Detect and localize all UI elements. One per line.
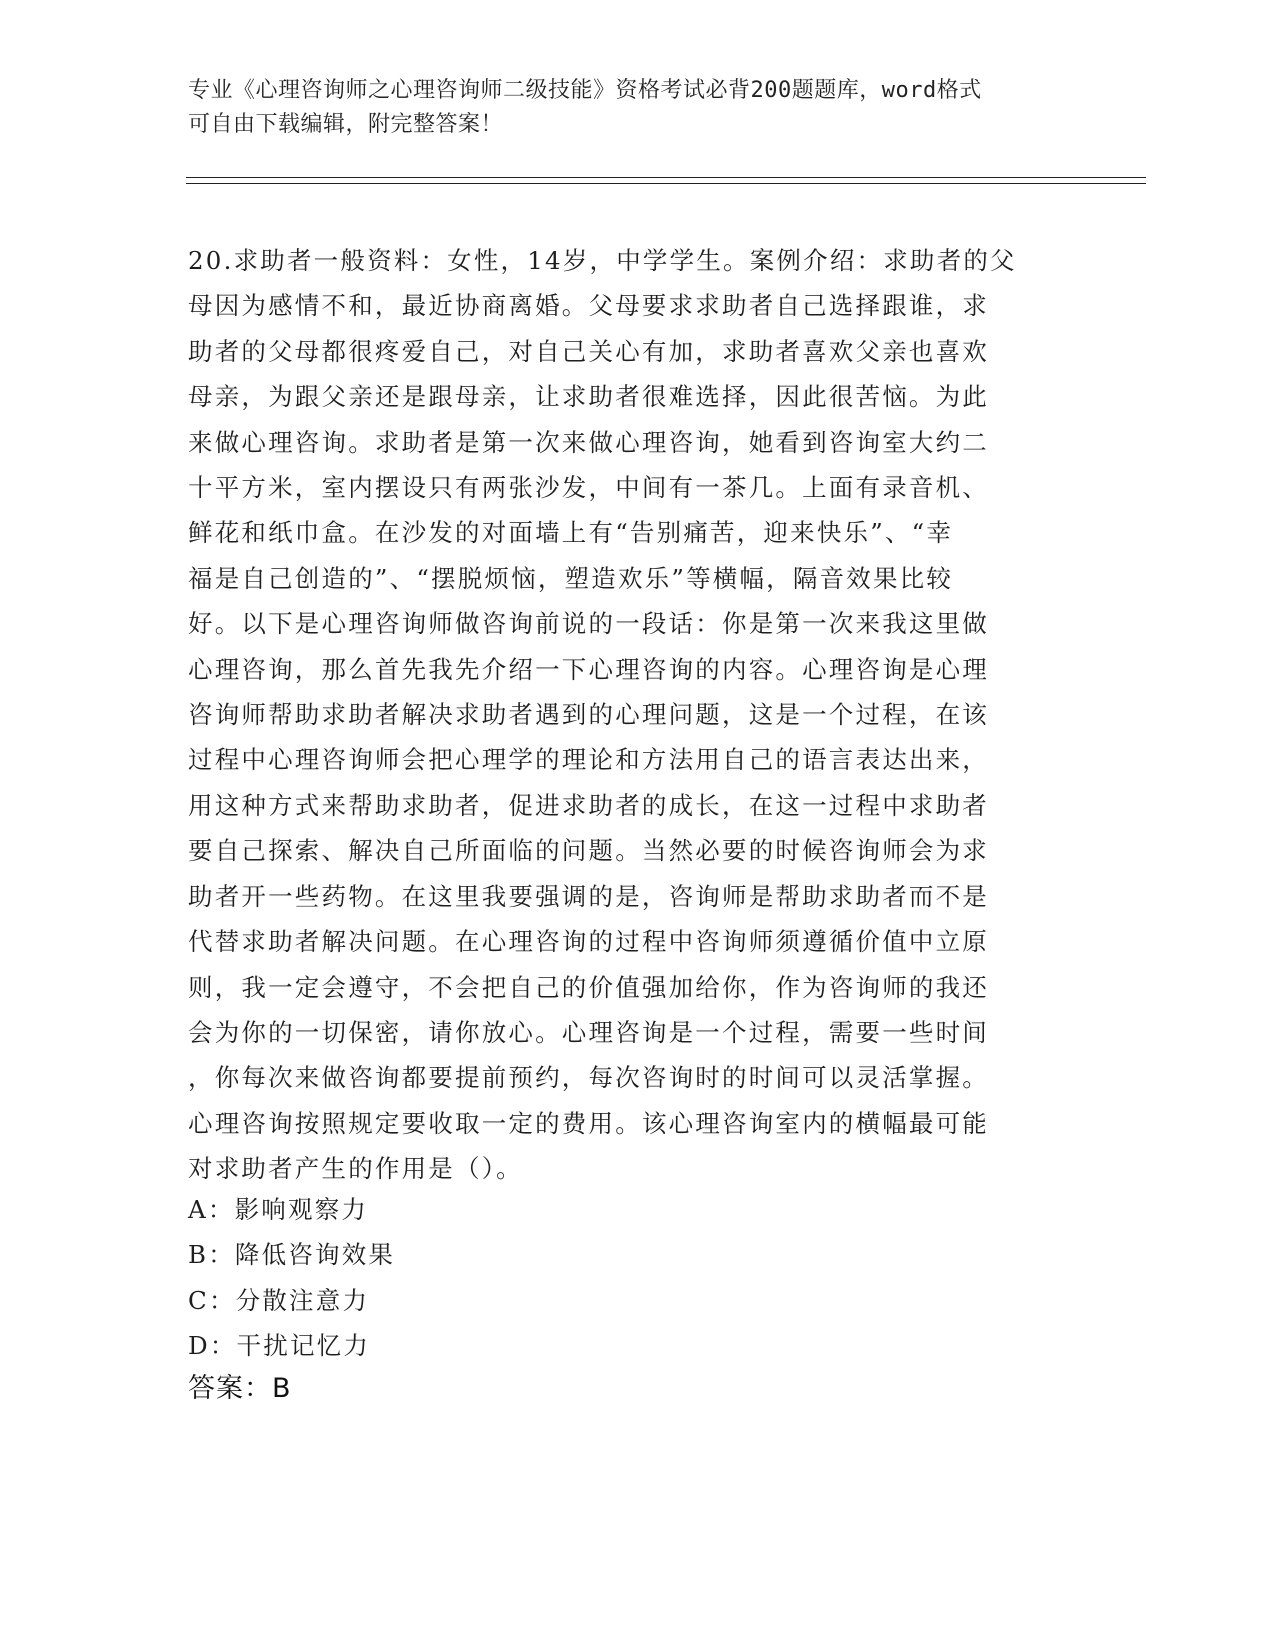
option-b: B：降低咨询效果 — [188, 1240, 396, 1270]
question-line: 来做心理咨询。求助者是第一次来做心理咨询，她看到咨询室大约二 — [188, 427, 989, 457]
question-line: 代替求助者解决问题。在心理咨询的过程中咨询师须遵循价值中立原 — [188, 927, 989, 957]
question-line: 母因为感情不和，最近协商离婚。父母要求求助者自己选择跟谁，求 — [188, 291, 989, 321]
question-line: 心理咨询，那么首先我先介绍一下心理咨询的内容。心理咨询是心理 — [188, 654, 989, 684]
header-divider-top — [186, 177, 1146, 178]
question-line: 心理咨询按照规定要收取一定的费用。该心理咨询室内的横幅最可能 — [188, 1108, 989, 1138]
question-line: 用这种方式来帮助求助者，促进求助者的成长，在这一过程中求助者 — [188, 790, 989, 820]
question-line: 福是自己创造的”、“摆脱烦恼，塑造欢乐”等横幅，隔音效果比较 — [188, 563, 954, 593]
question-line: 十平方米，室内摆设只有两张沙发，中间有一茶几。上面有录音机、 — [188, 473, 989, 503]
question-line: 助者的父母都很疼爱自己，对自己关心有加，求助者喜欢父亲也喜欢 — [188, 336, 989, 366]
question-line: 要自己探索、解决自己所面临的问题。当然必要的时候咨询师会为求 — [188, 836, 989, 866]
question-text — [188, 238, 1088, 1192]
question-line: 则，我一定会遵守，不会把自己的价值强加给你，作为咨询师的我还 — [188, 972, 989, 1002]
header-line-2: 可自由下载编辑，附完整答案！ — [188, 112, 504, 137]
answer-options — [188, 1187, 395, 1369]
question-line: 会为你的一切保密，请你放心。心理咨询是一个过程，需要一些时间 — [188, 1017, 989, 1047]
question-line: 好。以下是心理咨询师做咨询前说的一段话：你是第一次来我这里做 — [188, 609, 989, 639]
question-line: 20.求助者一般资料：女性，14岁，中学学生。案例介绍：求助者的父 — [188, 246, 1017, 275]
question-line: 过程中心理咨询师会把心理学的理论和方法用自己的语言表达出来， — [188, 745, 989, 775]
question-line: ，你每次来做咨询都要提前预约，每次咨询时的时间可以灵活掌握。 — [188, 1063, 989, 1093]
question-line: 母亲，为跟父亲还是跟母亲，让求助者很难选择，因此很苦恼。为此 — [188, 382, 989, 412]
option-c: C：分散注意力 — [188, 1285, 370, 1315]
question-line: 助者开一些药物。在这里我要强调的是，咨询师是帮助求助者而不是 — [188, 881, 989, 911]
question-line: 鲜花和纸巾盒。在沙发的对面墙上有“告别痛苦，迎来快乐”、“幸 — [188, 518, 954, 548]
option-d: D：干扰记忆力 — [188, 1331, 371, 1361]
option-a: A：影响观察力 — [188, 1195, 369, 1224]
question-line: 对求助者产生的作用是（）。 — [188, 1154, 523, 1184]
answer-key: 答案：B — [188, 1373, 292, 1404]
header-line-1: 专业《心理咨询师之心理咨询师二级技能》资格考试必背200题题库，word格式 — [188, 78, 982, 103]
header-divider-bottom — [186, 183, 1146, 184]
question-line: 咨询师帮助求助者解决求助者遇到的心理问题，这是一个过程，在该 — [188, 700, 989, 730]
document-header — [188, 74, 1068, 142]
